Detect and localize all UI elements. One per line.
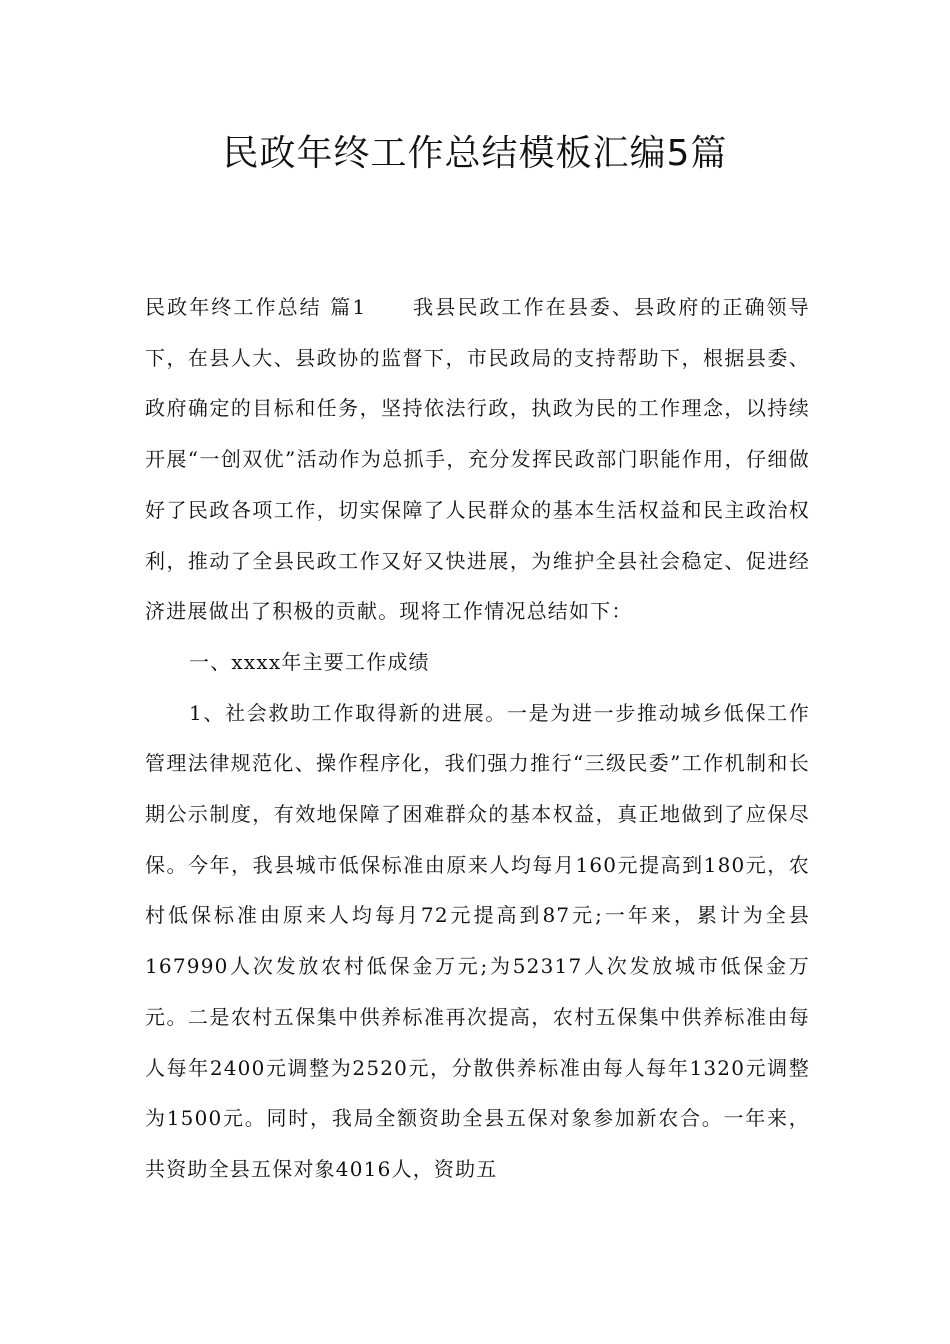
intro-paragraph	[145, 282, 810, 637]
document-body	[145, 282, 810, 1195]
main-achievements-heading: 一、xxxx年主要工作成绩	[189, 649, 430, 674]
document-title: 民政年终工作总结模板汇编5篇	[222, 133, 728, 174]
social-assistance-paragraph: 1、社会救助工作取得新的进展。一是为进一步推动城乡低保工作管理法律规范化、操作程序化，我们强力推行“三级民委”工作机制和长期公示制度，有效地保障了困难群众的基本权益，真正地做到了应保尽保。今年，我县城市低保标准由原来人均每月160元提高到180元，农村低保标准由原来人均每月72元提高到87元;一年来，累计为全县167990人次发放农村低保金万元;为52317人次发放城市低保金万元。二是农村五保集中供养标准再次提高，农村五保集中供养标准由每人每年2400元调整为2520元，分散供养标准由每人每年1320元调整为1500元。同时，我局全额资助全县五保对象参加新农合。一年来，共资助全县五保对象4016人，资助五	[145, 700, 810, 1181]
section-heading: 民政年终工作总结 篇1	[145, 295, 367, 319]
intro-text: 我县民政工作在县委、县政府的正确领导下，在县人大、县政协的监督下，市民政局的支持帮助下，根据县委、政府确定的目标和任务，坚持依法行政，执政为民的工作理念，以持续开展“一创双优”活动作为总抓手，充分发挥民政部门职能作用，仔细做好了民政各项工作，切实保障了人民群众的基本生活权益和民主政治权利，推动了全县民政工作又好又快进展，为维护全县社会稳定、促进经济进展做出了积极的贡献。现将工作情况总结如下：	[145, 295, 810, 624]
